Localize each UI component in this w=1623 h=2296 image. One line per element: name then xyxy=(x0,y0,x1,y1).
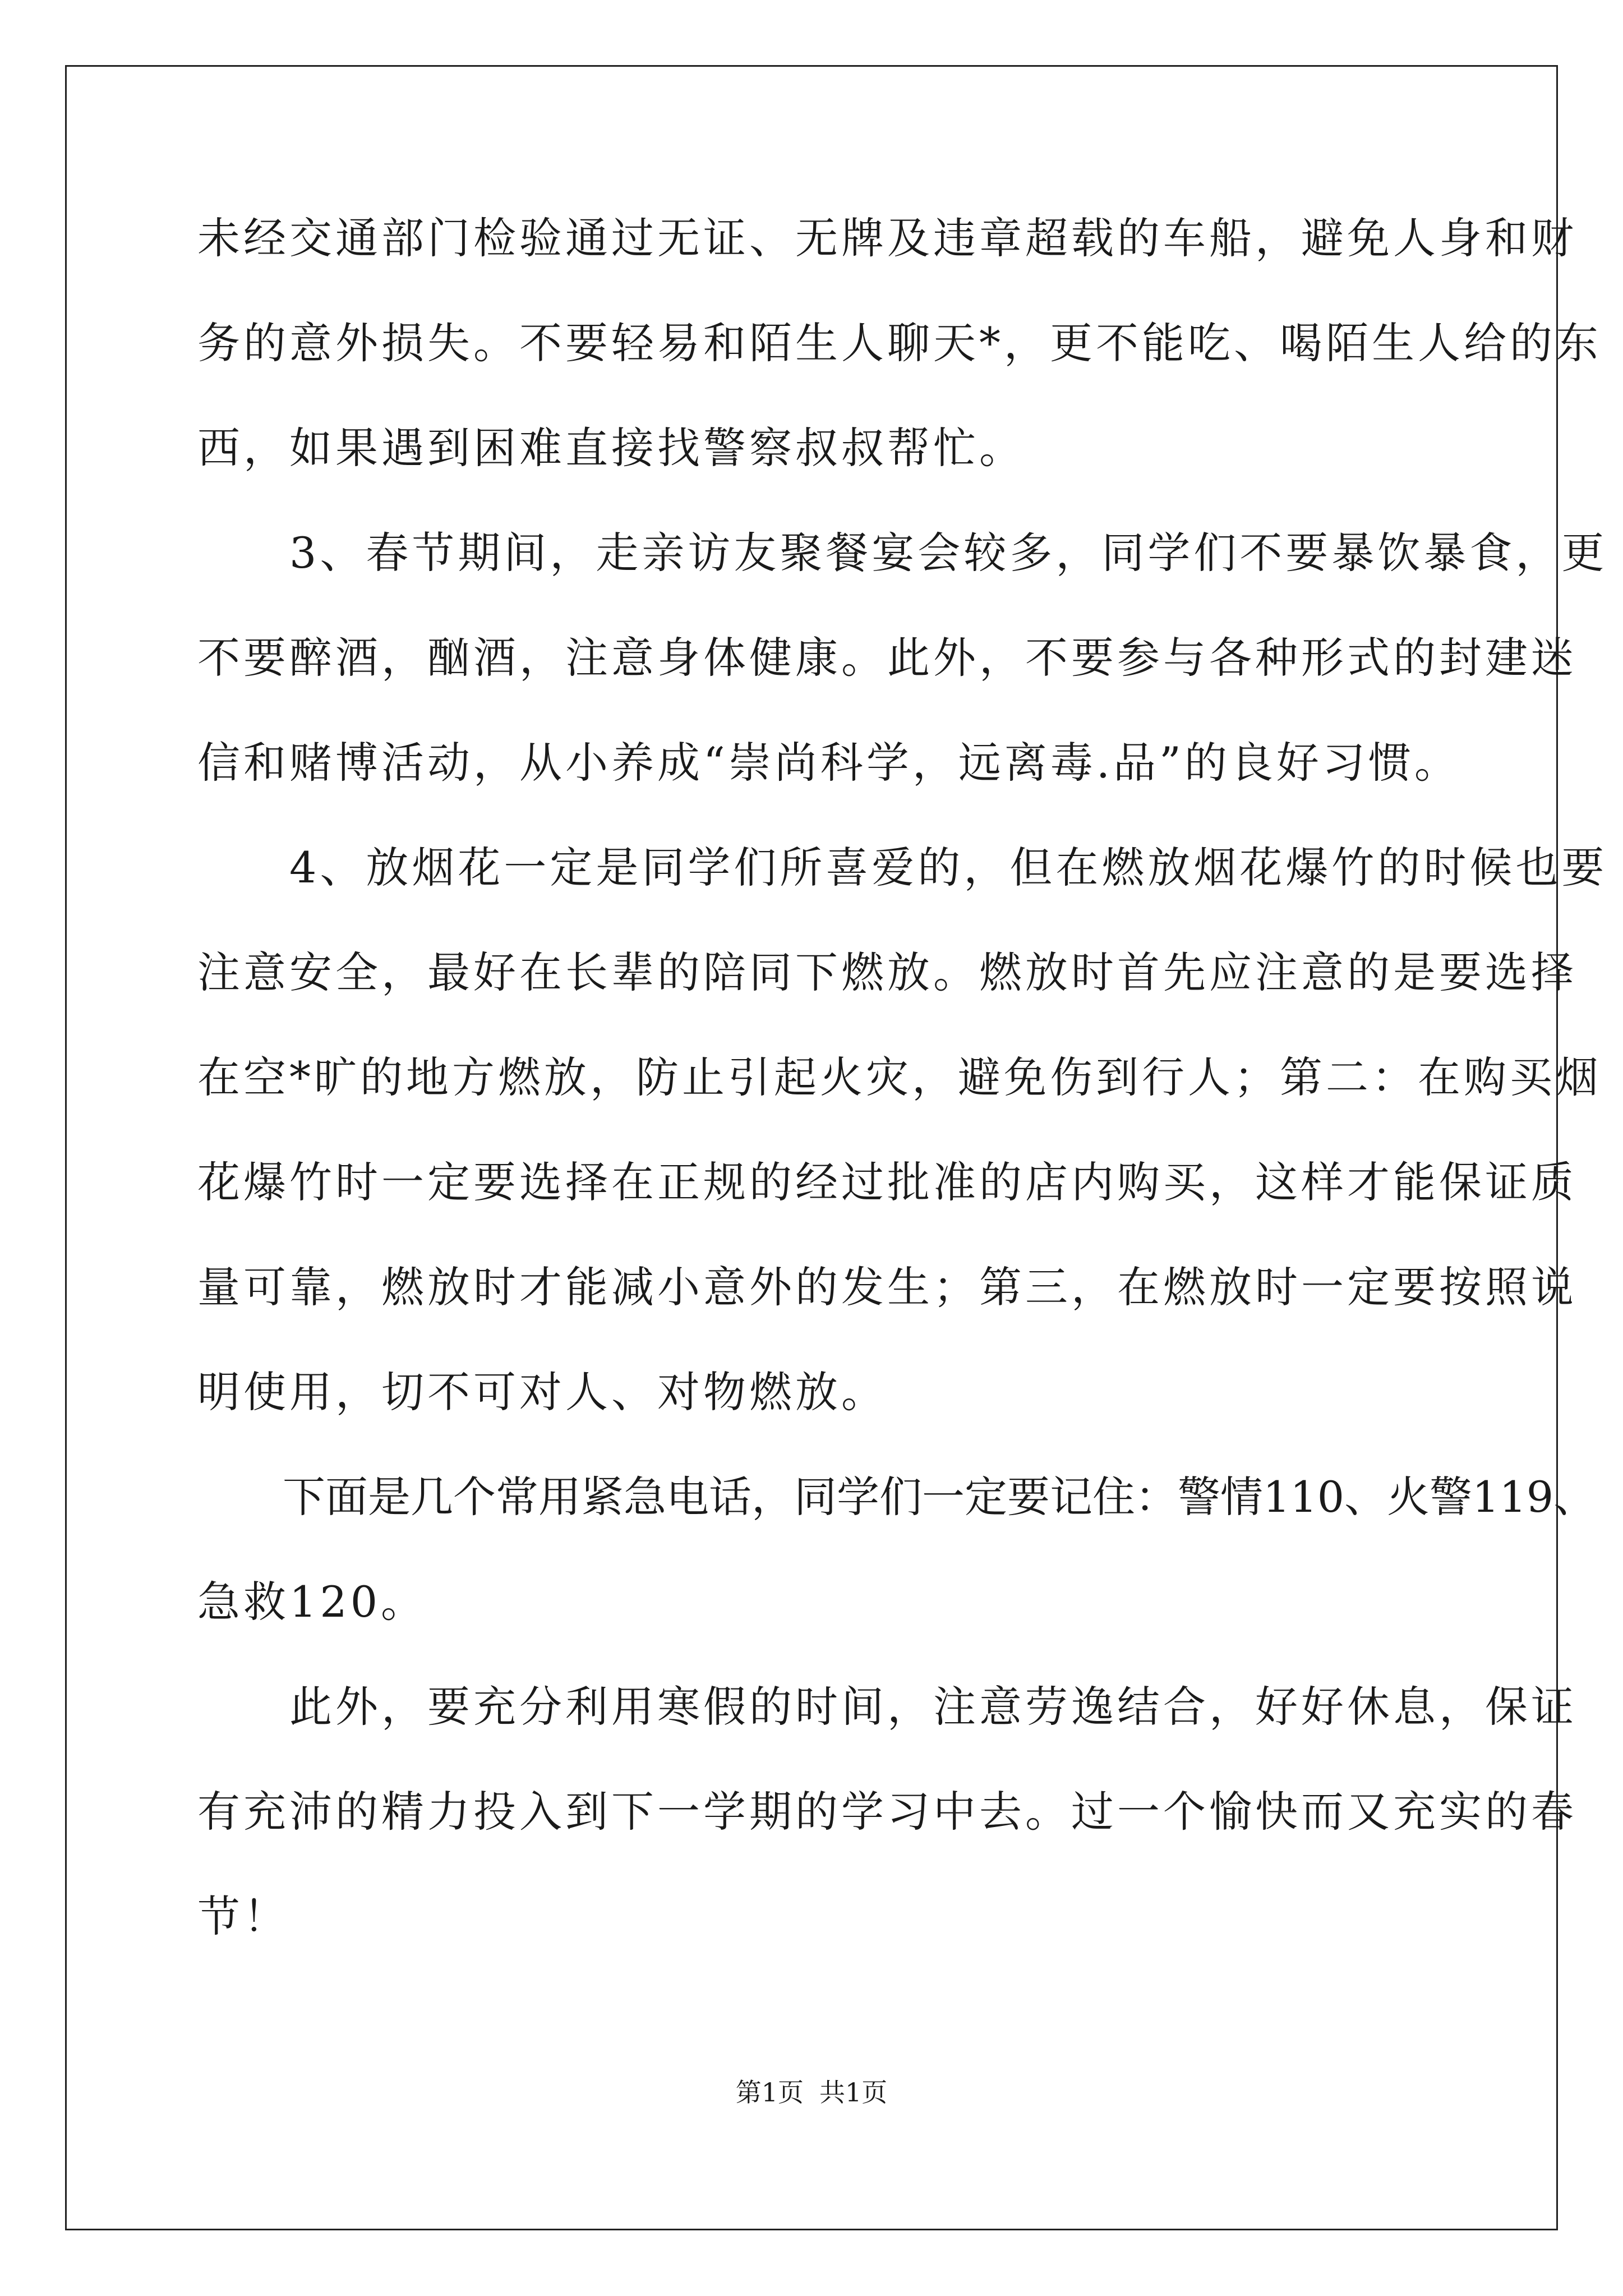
text-line: 明使用，切不可对人、对物燃放。 xyxy=(197,1367,887,1417)
text-line: 不要醉酒，酗酒，注意身体健康。此外，不要参与各种形式的封建迷 xyxy=(197,633,1577,683)
text-line: 信和赌博活动，从小养成“崇尚科学，远离毒.品”的良好习惯。 xyxy=(197,738,1460,788)
text-line: 4、放烟花一定是同学们所喜爱的，但在燃放烟花爆竹的时候也要 xyxy=(197,843,1608,892)
text-line: 此外，要充分利用寒假的时间，注意劳逸结合，好好休息，保证 xyxy=(197,1682,1577,1732)
text-line: 有充沛的精力投入到下一学期的学习中去。过一个愉快而又充实的春 xyxy=(197,1787,1577,1837)
page-total: 共1页 xyxy=(819,2077,888,2108)
text-line: 3、春节期间，走亲访友聚餐宴会较多，同学们不要暴饮暴食，更 xyxy=(197,528,1608,578)
text-line: 节！ xyxy=(197,1892,289,1941)
text-line: 未经交通部门检验通过无证、无牌及违章超载的车船，避免人身和财 xyxy=(197,213,1577,263)
text-line: 量可靠，燃放时才能减小意外的发生；第三，在燃放时一定要按照说 xyxy=(197,1262,1577,1312)
text-line: 在空*旷的地方燃放，防止引起火灾，避免伤到行人；第二：在购买烟 xyxy=(197,1052,1602,1102)
text-line: 花爆竹时一定要选择在正规的经过批准的店内购买，这样才能保证质 xyxy=(197,1157,1577,1207)
page-number: 第1页 xyxy=(735,2077,804,2108)
text-line: 下面是几个常用紧急电话，同学们一定要记住：警情110、火警119、 xyxy=(197,1472,1597,1522)
text-line: 务的意外损失。不要轻易和陌生人聊天*，更不能吃、喝陌生人给的东 xyxy=(197,318,1602,368)
text-line: 西，如果遇到困难直接找警察叔叔帮忙。 xyxy=(197,423,1025,473)
page-footer xyxy=(0,2076,1623,2109)
text-line: 急救120。 xyxy=(197,1577,427,1627)
text-line: 注意安全，最好在长辈的陪同下燃放。燃放时首先应注意的是要选择 xyxy=(197,947,1577,997)
